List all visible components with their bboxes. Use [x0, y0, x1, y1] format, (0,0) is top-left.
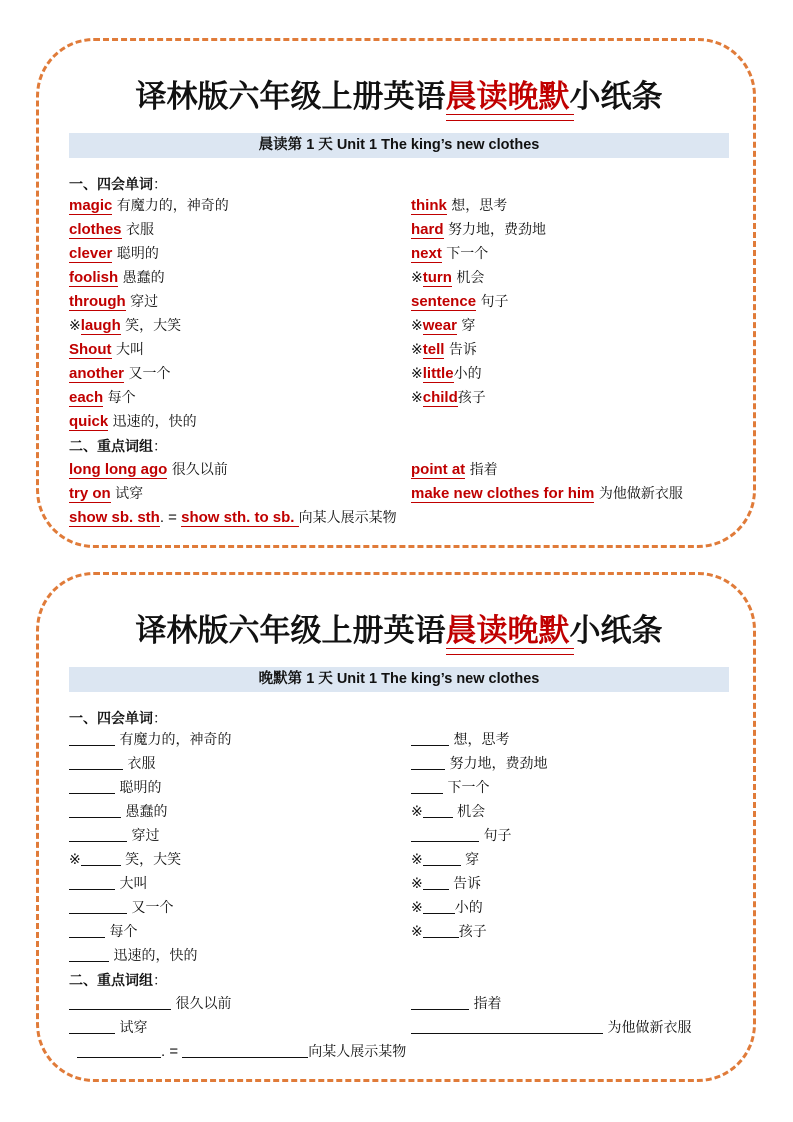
section-words-heading: 一、四会单词：: [69, 711, 167, 727]
answer-blank[interactable]: [423, 876, 449, 890]
answer-blank[interactable]: [423, 924, 459, 938]
answer-blank[interactable]: [411, 780, 443, 794]
blank-row: ※ 小的: [411, 900, 483, 916]
word-row: quick 迅速的，快的: [69, 413, 197, 430]
word-row: each 每个: [69, 389, 136, 406]
phrase-blank-row: 试穿: [69, 1018, 147, 1038]
blank-row: 句子: [411, 826, 511, 846]
answer-blank[interactable]: [69, 756, 123, 770]
answer-blank[interactable]: [411, 732, 449, 746]
blank-row: 聪明的: [69, 778, 161, 798]
card-title: 译林版六年级上册英语晨读晚默小纸条: [39, 605, 759, 650]
section-words-heading: 一、四会单词：: [69, 177, 167, 193]
day-band: 晨读第 1 天 Unit 1 The king’s new clothes: [69, 133, 729, 158]
blank-row: ※ 告诉: [411, 876, 482, 892]
word-row: magic 有魔力的，神奇的: [69, 197, 229, 214]
blank-row: ※ 笑，大笑: [69, 852, 182, 868]
word-row: clever 聪明的: [69, 245, 159, 262]
answer-blank[interactable]: [411, 1020, 603, 1034]
answer-blank[interactable]: [69, 732, 115, 746]
blank-row: 下一个: [411, 778, 489, 798]
word-row: ※little小的: [411, 365, 482, 382]
answer-blank[interactable]: [69, 804, 121, 818]
blank-row: ※ 孩子: [411, 924, 487, 940]
answer-blank[interactable]: [423, 852, 461, 866]
title-highlight: 晨读晚默: [446, 71, 570, 116]
section-phrases-heading: 二、重点词组：: [69, 439, 167, 455]
word-row: sentence 句子: [411, 293, 509, 310]
day-band: 晚默第 1 天 Unit 1 The king’s new clothes: [69, 667, 729, 692]
morning-reading-card: [36, 38, 756, 548]
word-row: ※wear 穿: [411, 317, 476, 334]
phrase-blank-row-show: . = 向某人展示某物: [77, 1042, 406, 1062]
blank-row: ※ 穿: [411, 852, 480, 868]
answer-blank[interactable]: [69, 924, 105, 938]
word-row: ※laugh 笑，大笑: [69, 317, 182, 334]
answer-blank[interactable]: [69, 828, 127, 842]
card-title: 译林版六年级上册英语晨读晚默小纸条: [39, 71, 759, 116]
phrase-blank-row: 很久以前: [69, 994, 231, 1014]
answer-blank[interactable]: [69, 1020, 115, 1034]
blank-row: 迅速的，快的: [69, 946, 197, 966]
blank-row: 每个: [69, 922, 137, 942]
section-phrases-heading: 二、重点词组：: [69, 973, 167, 989]
answer-blank[interactable]: [182, 1044, 308, 1058]
answer-blank[interactable]: [423, 804, 453, 818]
answer-blank[interactable]: [411, 756, 445, 770]
answer-blank[interactable]: [69, 948, 109, 962]
blank-row: 穿过: [69, 826, 159, 846]
word-row: through 穿过: [69, 293, 159, 310]
blank-row: 衣服: [69, 754, 155, 774]
phrase-row-show: show sb. sth. = show sth. to sb. 向某人展示某物: [69, 509, 397, 526]
answer-blank[interactable]: [69, 996, 171, 1010]
blank-row: 想，思考: [411, 730, 509, 750]
word-row: foolish 愚蠢的: [69, 269, 165, 286]
word-row: ※child孩子: [411, 389, 486, 406]
blank-row: 愚蠢的: [69, 802, 167, 822]
word-row: hard 努力地，费劲地: [411, 221, 546, 238]
answer-blank[interactable]: [411, 996, 469, 1010]
answer-blank[interactable]: [69, 876, 115, 890]
answer-blank[interactable]: [81, 852, 121, 866]
phrase-blank-row: 为他做新衣服: [411, 1018, 691, 1038]
title-highlight: 晨读晚默: [446, 605, 570, 650]
phrase-row: try on 试穿: [69, 485, 144, 502]
blank-row: 大叫: [69, 874, 147, 894]
answer-blank[interactable]: [423, 900, 455, 914]
blank-row: 有魔力的，神奇的: [69, 730, 231, 750]
answer-blank[interactable]: [77, 1044, 161, 1058]
evening-dictation-card: [36, 572, 756, 1082]
word-row: next 下一个: [411, 245, 489, 262]
word-row: clothes 衣服: [69, 221, 154, 238]
phrase-row: make new clothes for him 为他做新衣服: [411, 485, 683, 502]
blank-row: 努力地，费劲地: [411, 754, 547, 774]
phrase-row: long long ago 很久以前: [69, 461, 228, 478]
phrase-row: point at 指着: [411, 461, 498, 478]
answer-blank[interactable]: [411, 828, 479, 842]
answer-blank[interactable]: [69, 780, 115, 794]
word-row: ※turn 机会: [411, 269, 485, 286]
blank-row: ※ 机会: [411, 804, 486, 820]
word-row: ※tell 告诉: [411, 341, 477, 358]
word-row: another 又一个: [69, 365, 171, 382]
phrase-blank-row: 指着: [411, 994, 501, 1014]
blank-row: 又一个: [69, 898, 173, 918]
word-row: think 想，思考: [411, 197, 508, 214]
word-row: Shout 大叫: [69, 341, 144, 358]
answer-blank[interactable]: [69, 900, 127, 914]
